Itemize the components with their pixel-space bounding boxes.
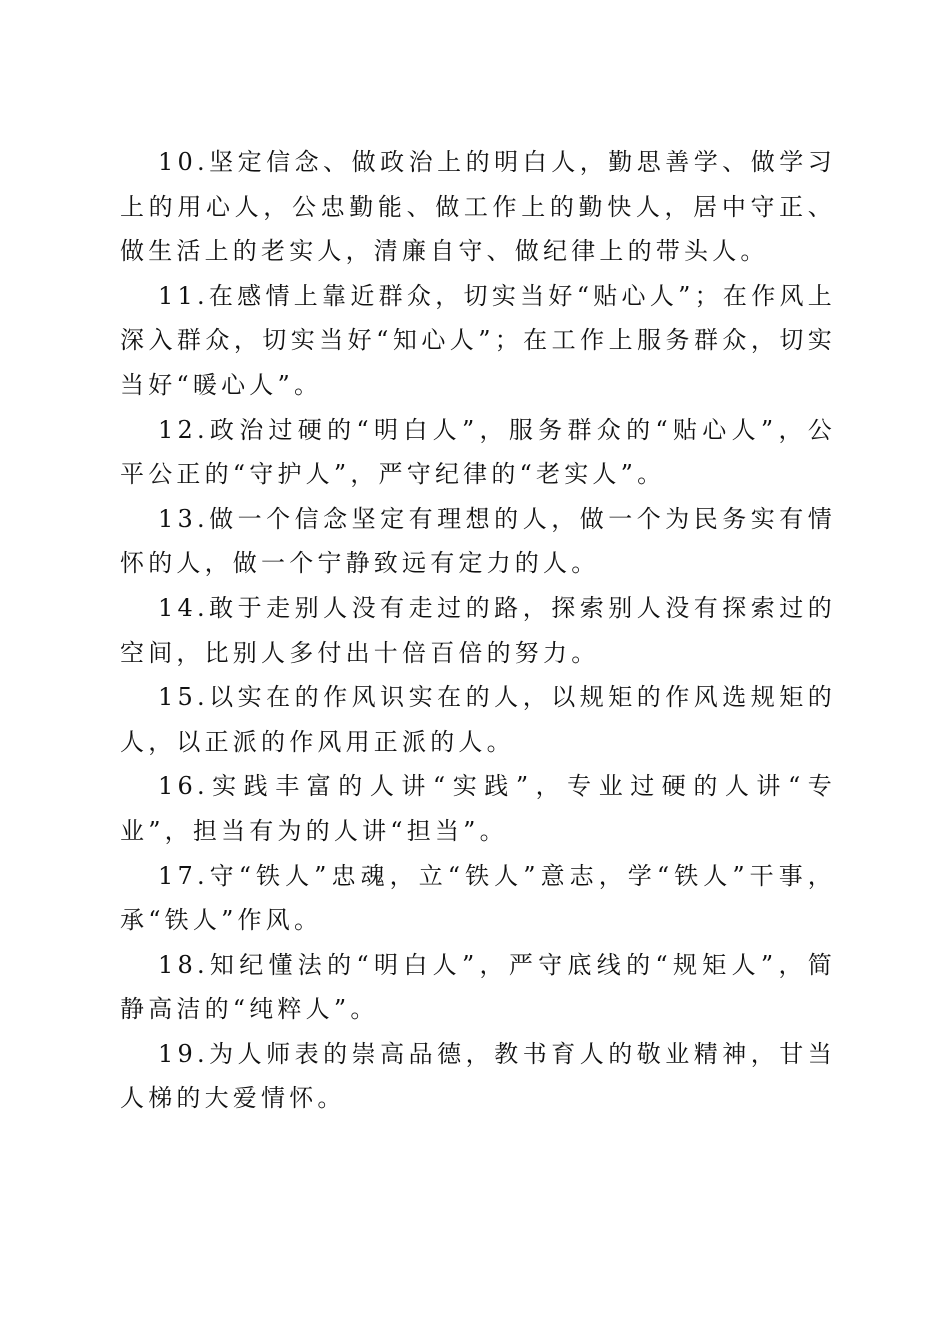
paragraph-17: 17.守“铁人”忠魂，立“铁人”意志，学“铁人”干事，承“铁人”作风。 (120, 861, 836, 935)
paragraph-19: 19.为人师表的崇高品德，教书育人的敬业精神，甘当人梯的大爱情怀。 (120, 1039, 836, 1113)
paragraph-12: 12.政治过硬的“明白人”，服务群众的“贴心人”，公平公正的“守护人”，严守纪律的“老实人”。 (120, 415, 836, 489)
paragraph-13: 13.做一个信念坚定有理想的人，做一个为民务实有情怀的人，做一个宁静致远有定力的人。 (120, 504, 836, 578)
paragraph-11: 11.在感情上靠近群众，切实当好“贴心人”；在作风上深入群众，切实当好“知心人”；在工作上服务群众，切实当好“暖心人”。 (120, 281, 836, 399)
document-body (120, 140, 836, 1121)
paragraph-18: 18.知纪懂法的“明白人”，严守底线的“规矩人”，简静高洁的“纯粹人”。 (120, 950, 836, 1024)
paragraph-15: 15.以实在的作风识实在的人，以规矩的作风选规矩的人，以正派的作风用正派的人。 (120, 683, 836, 756)
paragraph-16: 16.实践丰富的人讲“实践”，专业过硬的人讲“专业”，担当有为的人讲“担当”。 (120, 772, 836, 845)
paragraph-10: 10.坚定信念、做政治上的明白人，勤思善学、做学习上的用心人，公忠勤能、做工作上的勤快人，居中守正、做生活上的老实人，清廉自守、做纪律上的带头人。 (120, 148, 836, 266)
paragraph-14: 14.敢于走别人没有走过的路，探索别人没有探索过的空间，比别人多付出十倍百倍的努力。 (120, 593, 836, 667)
